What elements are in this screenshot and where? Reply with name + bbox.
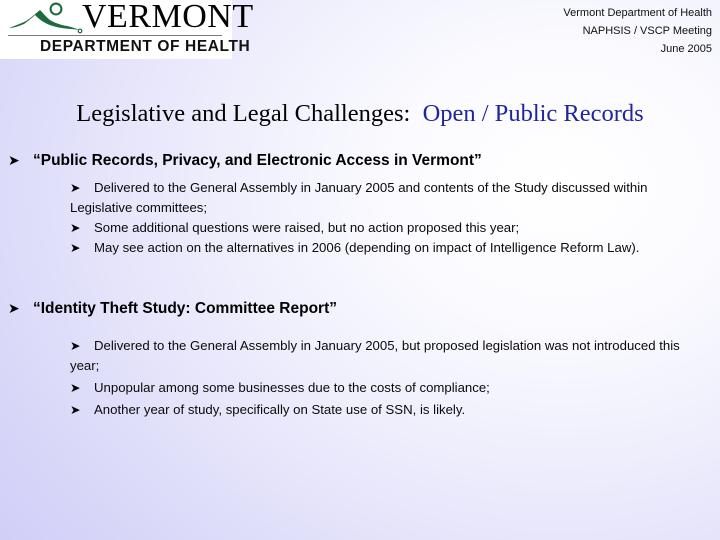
section-heading — [0, 150, 720, 172]
arrow-bullet-icon: ➤ — [8, 301, 20, 317]
section-items — [0, 178, 720, 258]
section-heading-label: “Public Records, Privacy, and Electronic Access in Vermont” — [33, 152, 482, 169]
logo-subtitle: DEPARTMENT OF HEALTH — [40, 38, 251, 55]
list-item-text: Delivered to the General Assembly in January 2005 and contents of the Study discussed within Legislative committees; — [70, 180, 648, 215]
section-heading-label: “Identity Theft Study: Committee Report” — [33, 300, 337, 317]
list-item-text: Another year of study, specifically on State use of SSN, is likely. — [94, 402, 466, 417]
list-item — [70, 400, 690, 420]
arrow-bullet-icon: ➤ — [70, 240, 81, 255]
list-item-text: Unpopular among some businesses due to the costs of compliance; — [94, 380, 490, 395]
content-section-public-records — [0, 150, 720, 258]
header-line-date: June 2005 — [660, 43, 712, 55]
header-line-organization: Vermont Department of Health — [563, 7, 712, 19]
arrow-bullet-icon: ➤ — [70, 402, 81, 417]
arrow-bullet-icon: ➤ — [70, 338, 81, 353]
header-meta — [563, 4, 712, 58]
arrow-bullet-icon: ➤ — [8, 153, 20, 169]
list-item-text: May see action on the alternatives in 2006 (depending on impact of Intelligence Reform Law). — [94, 240, 640, 255]
logo-wordmark: VERMONT — [82, 0, 254, 35]
section-heading — [0, 298, 720, 320]
vermont-doh-logo — [0, 0, 254, 59]
arrow-bullet-icon: ➤ — [70, 380, 81, 395]
green-mountain-icon — [8, 2, 88, 34]
content-section-identity-theft — [0, 298, 720, 420]
arrow-bullet-icon: ➤ — [70, 180, 81, 195]
page-title — [0, 99, 720, 129]
list-item-text: Some additional questions were raised, but no action proposed this year; — [94, 220, 520, 235]
list-item — [70, 336, 690, 376]
list-item — [70, 378, 690, 398]
header-line-meeting: NAPHSIS / VSCP Meeting — [582, 25, 712, 37]
logo-top-row — [0, 0, 254, 36]
list-item — [70, 178, 690, 218]
arrow-bullet-icon: ➤ — [70, 220, 81, 235]
slide-body — [0, 150, 720, 422]
list-item — [70, 238, 690, 258]
page-title-accent: Open / Public Records — [422, 100, 644, 127]
section-items — [0, 336, 720, 420]
logo-divider-rule — [8, 35, 222, 36]
list-item-text: Delivered to the General Assembly in January 2005, but proposed legislation was not introduced this year; — [70, 338, 680, 373]
page-title-primary: Legislative and Legal Challenges: — [76, 100, 411, 127]
list-item — [70, 218, 690, 238]
